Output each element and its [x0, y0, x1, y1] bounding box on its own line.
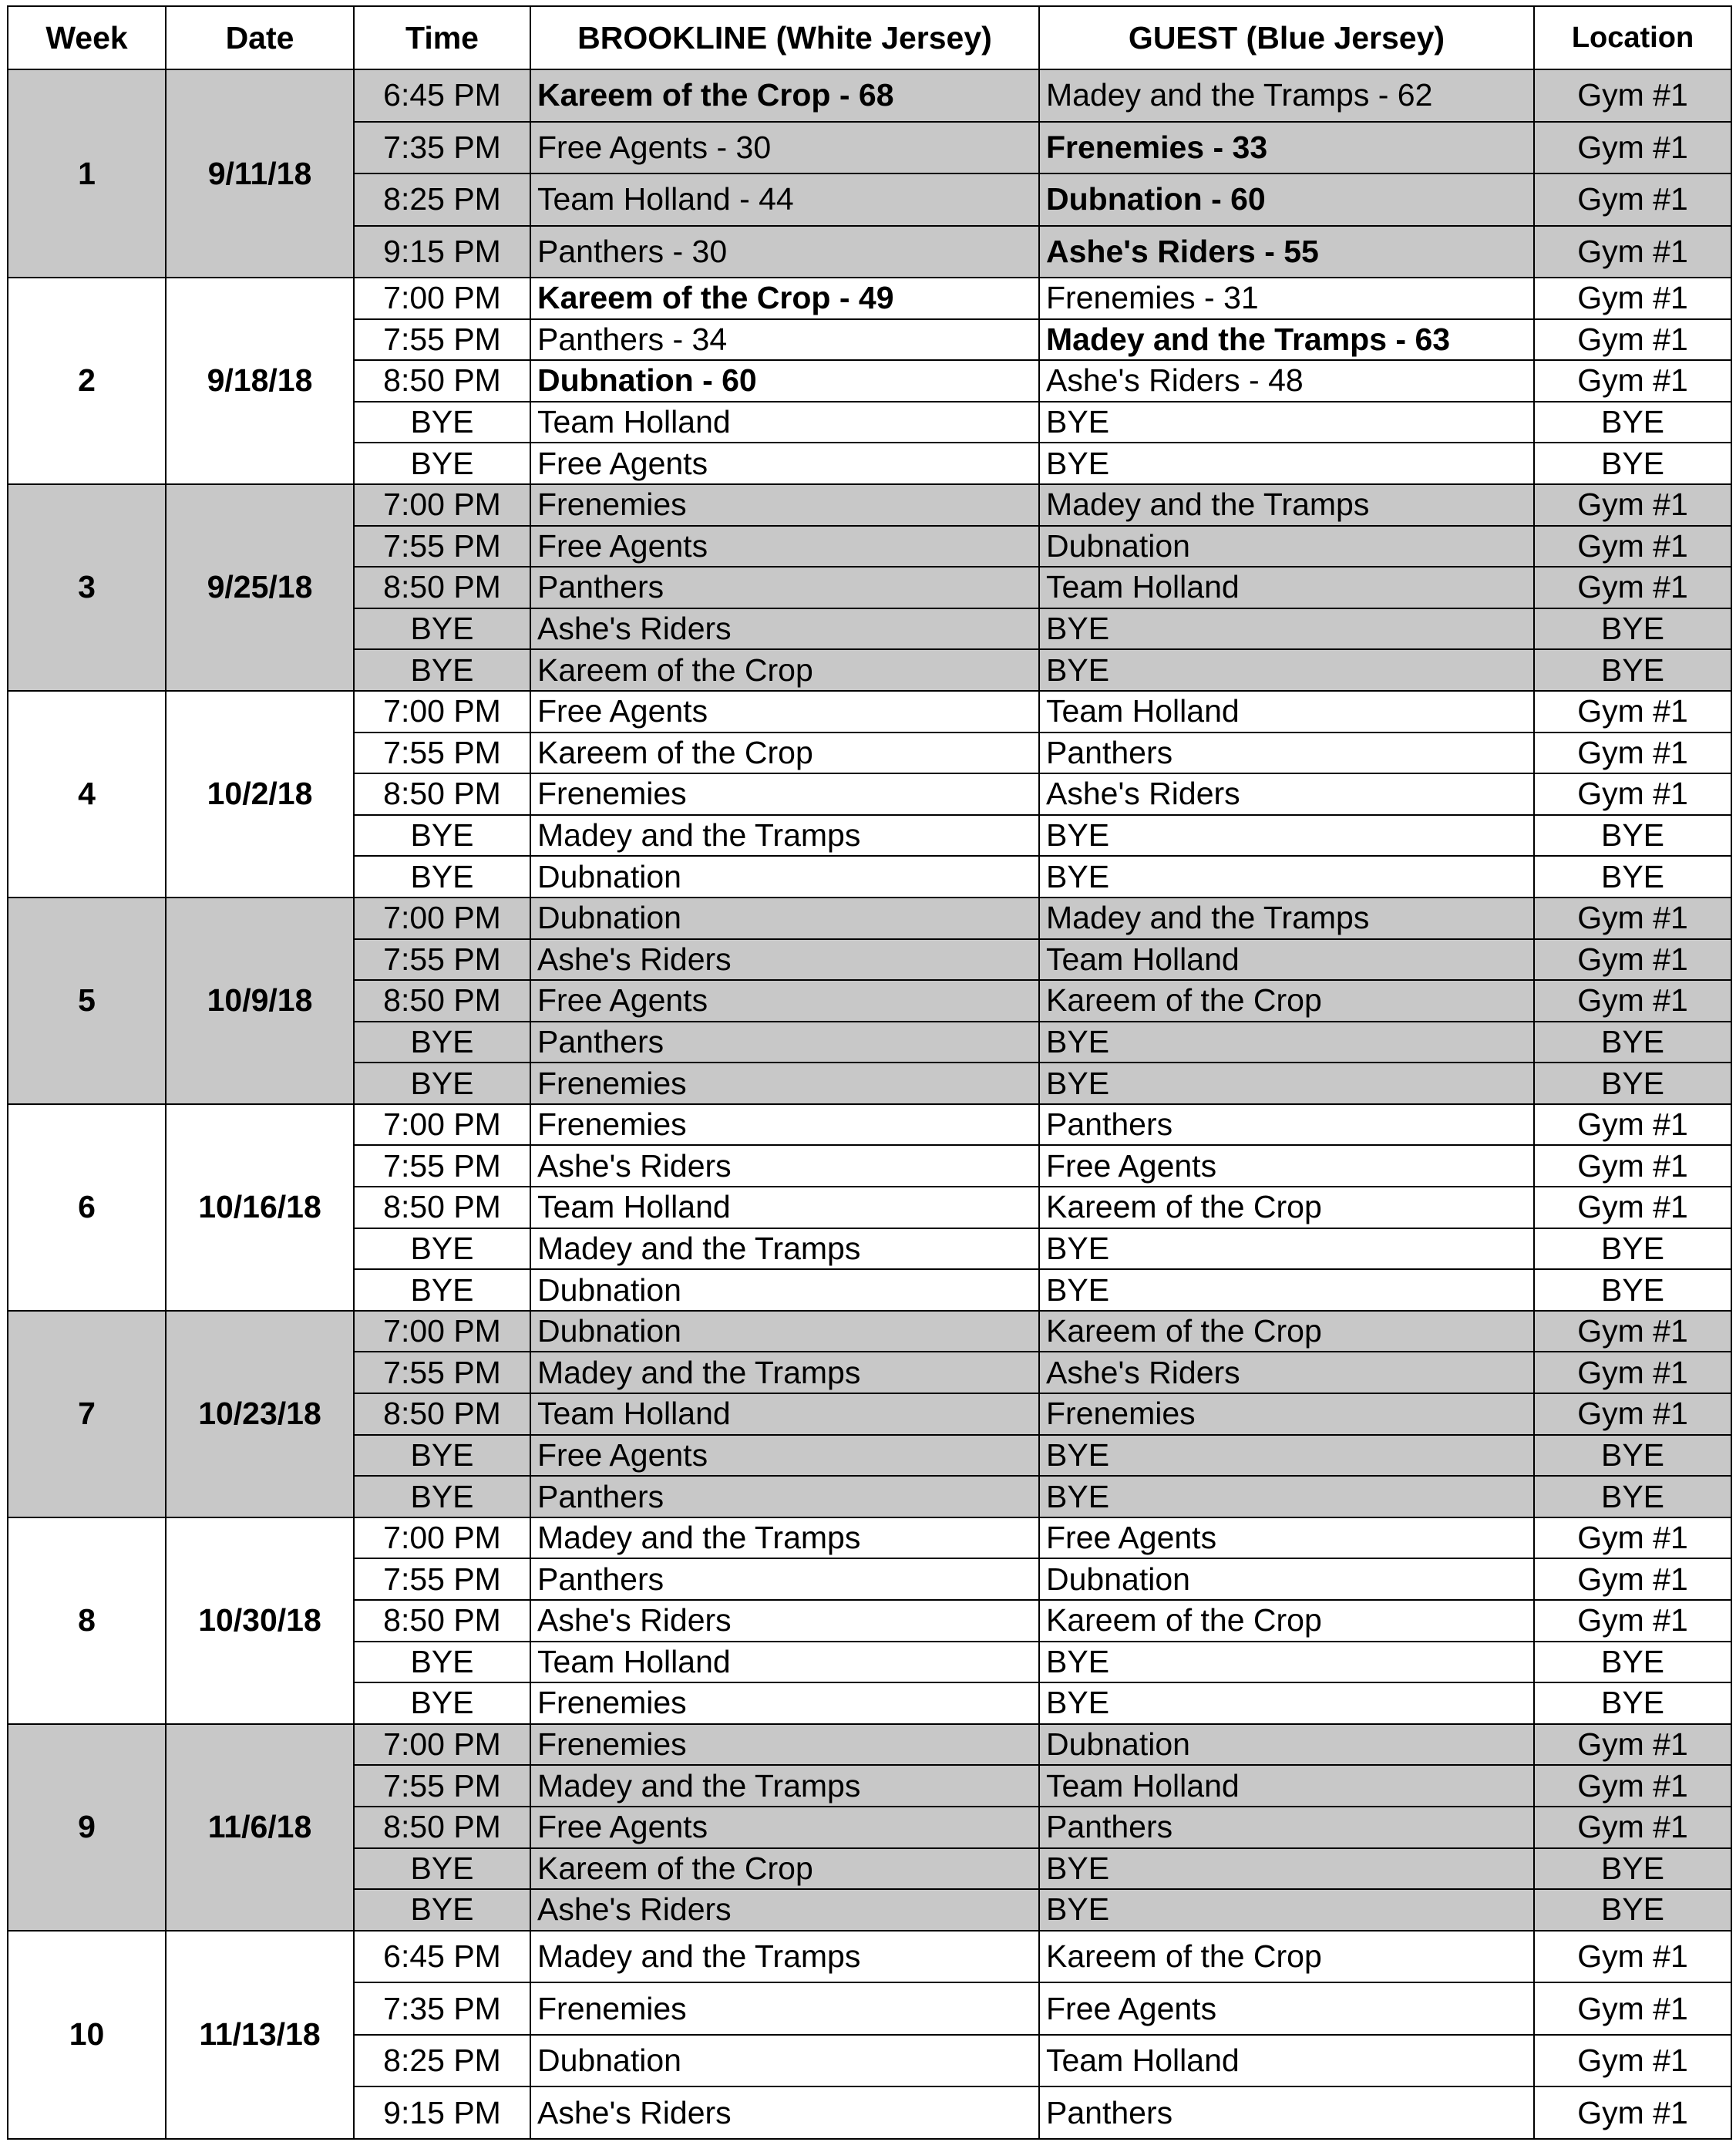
game-location: Gym #1 — [1534, 1807, 1731, 1848]
table-row — [8, 1931, 1731, 1983]
guest-team: Ashe's Riders - 48 — [1039, 360, 1534, 402]
header-home-team: BROOKLINE (White Jersey) — [530, 6, 1039, 69]
home-team: Free Agents — [530, 1807, 1039, 1848]
game-location: BYE — [1534, 402, 1731, 443]
table-row — [8, 1104, 1731, 1146]
game-location: Gym #1 — [1534, 773, 1731, 815]
table-row — [8, 1311, 1731, 1352]
guest-team: Dubnation - 60 — [1039, 173, 1534, 226]
week-number: 3 — [8, 484, 166, 691]
game-time: BYE — [354, 1682, 530, 1724]
guest-team: Ashe's Riders - 55 — [1039, 226, 1534, 278]
home-team: Madey and the Tramps — [530, 1931, 1039, 1983]
game-time: 8:50 PM — [354, 1187, 530, 1228]
guest-team: Dubnation — [1039, 1558, 1534, 1600]
game-location: Gym #1 — [1534, 898, 1731, 939]
header-week: Week — [8, 6, 166, 69]
game-time: 7:00 PM — [354, 1517, 530, 1559]
game-time: 9:15 PM — [354, 226, 530, 278]
game-time: BYE — [354, 1269, 530, 1311]
home-team: Free Agents — [530, 980, 1039, 1022]
guest-team: BYE — [1039, 608, 1534, 650]
game-time: 7:35 PM — [354, 1982, 530, 2035]
game-location: BYE — [1534, 1848, 1731, 1890]
game-location: Gym #1 — [1534, 526, 1731, 567]
home-team: Madey and the Tramps — [530, 1228, 1039, 1270]
guest-team: BYE — [1039, 649, 1534, 691]
game-time: BYE — [354, 815, 530, 857]
header-time: Time — [354, 6, 530, 69]
game-time: BYE — [354, 1435, 530, 1477]
home-team: Frenemies — [530, 484, 1039, 526]
home-team: Team Holland — [530, 402, 1039, 443]
game-time: BYE — [354, 649, 530, 691]
table-row — [8, 484, 1731, 526]
game-location: Gym #1 — [1534, 939, 1731, 981]
game-time: 8:50 PM — [354, 1600, 530, 1642]
game-time: 7:55 PM — [354, 1352, 530, 1393]
game-location: BYE — [1534, 1063, 1731, 1104]
header-date: Date — [166, 6, 354, 69]
guest-team: Ashe's Riders — [1039, 1352, 1534, 1393]
home-team: Kareem of the Crop — [530, 1848, 1039, 1890]
game-time: BYE — [354, 608, 530, 650]
game-time: 8:50 PM — [354, 980, 530, 1022]
home-team: Dubnation — [530, 898, 1039, 939]
guest-team: BYE — [1039, 815, 1534, 857]
game-location: Gym #1 — [1534, 122, 1731, 174]
game-time: BYE — [354, 443, 530, 484]
game-time: 6:45 PM — [354, 69, 530, 122]
game-location: BYE — [1534, 1269, 1731, 1311]
game-time: 7:55 PM — [354, 1765, 530, 1807]
week-date: 11/13/18 — [166, 1931, 354, 2139]
guest-team: BYE — [1039, 1228, 1534, 1270]
table-row — [8, 691, 1731, 733]
guest-team: Madey and the Tramps - 63 — [1039, 319, 1534, 361]
home-team: Frenemies — [530, 773, 1039, 815]
game-location: BYE — [1534, 1889, 1731, 1931]
guest-team: BYE — [1039, 1435, 1534, 1477]
guest-team: Team Holland — [1039, 567, 1534, 608]
game-time: 7:55 PM — [354, 1558, 530, 1600]
home-team: Dubnation — [530, 1311, 1039, 1352]
game-time: BYE — [354, 1889, 530, 1931]
home-team: Team Holland — [530, 1642, 1039, 1683]
game-location: BYE — [1534, 1022, 1731, 1063]
week-date: 11/6/18 — [166, 1724, 354, 1931]
game-location: Gym #1 — [1534, 278, 1731, 319]
header-location: Location — [1534, 6, 1731, 69]
guest-team: Frenemies — [1039, 1393, 1534, 1435]
guest-team: BYE — [1039, 1889, 1534, 1931]
week-number: 2 — [8, 278, 166, 484]
game-location: Gym #1 — [1534, 1558, 1731, 1600]
game-time: 7:55 PM — [354, 733, 530, 774]
table-row — [8, 69, 1731, 122]
game-time: 6:45 PM — [354, 1931, 530, 1983]
home-team: Ashe's Riders — [530, 2086, 1039, 2139]
week-number: 5 — [8, 898, 166, 1104]
guest-team: Team Holland — [1039, 939, 1534, 981]
guest-team: Panthers — [1039, 2086, 1534, 2139]
game-time: 7:00 PM — [354, 278, 530, 319]
game-location: BYE — [1534, 815, 1731, 857]
game-time: BYE — [354, 1848, 530, 1890]
game-time: BYE — [354, 1022, 530, 1063]
home-team: Madey and the Tramps — [530, 815, 1039, 857]
header-row — [8, 6, 1731, 69]
guest-team: Dubnation — [1039, 1724, 1534, 1766]
game-location: Gym #1 — [1534, 226, 1731, 278]
guest-team: BYE — [1039, 1269, 1534, 1311]
game-location: Gym #1 — [1534, 1724, 1731, 1766]
week-number: 6 — [8, 1104, 166, 1311]
game-time: BYE — [354, 1228, 530, 1270]
game-location: Gym #1 — [1534, 1931, 1731, 1983]
guest-team: Dubnation — [1039, 526, 1534, 567]
game-location: Gym #1 — [1534, 1517, 1731, 1559]
table-row — [8, 1724, 1731, 1766]
week-date: 10/16/18 — [166, 1104, 354, 1311]
game-location: Gym #1 — [1534, 173, 1731, 226]
game-location: BYE — [1534, 1228, 1731, 1270]
game-time: 7:55 PM — [354, 1145, 530, 1187]
game-time: 8:50 PM — [354, 1807, 530, 1848]
home-team: Panthers — [530, 1476, 1039, 1517]
home-team: Frenemies — [530, 1982, 1039, 2035]
home-team: Free Agents — [530, 526, 1039, 567]
game-time: BYE — [354, 856, 530, 898]
game-location: BYE — [1534, 1642, 1731, 1683]
guest-team: BYE — [1039, 856, 1534, 898]
game-location: Gym #1 — [1534, 1311, 1731, 1352]
schedule-table — [7, 5, 1732, 2140]
guest-team: Free Agents — [1039, 1982, 1534, 2035]
game-location: Gym #1 — [1534, 567, 1731, 608]
guest-team: Madey and the Tramps — [1039, 484, 1534, 526]
home-team: Dubnation - 60 — [530, 360, 1039, 402]
home-team: Kareem of the Crop - 49 — [530, 278, 1039, 319]
guest-team: BYE — [1039, 1022, 1534, 1063]
guest-team: Free Agents — [1039, 1145, 1534, 1187]
week-date: 10/2/18 — [166, 691, 354, 898]
home-team: Panthers — [530, 1022, 1039, 1063]
game-time: 7:00 PM — [354, 484, 530, 526]
game-location: BYE — [1534, 856, 1731, 898]
game-location: Gym #1 — [1534, 733, 1731, 774]
week-date: 10/30/18 — [166, 1517, 354, 1724]
home-team: Panthers — [530, 1558, 1039, 1600]
game-location: Gym #1 — [1534, 1765, 1731, 1807]
game-time: 9:15 PM — [354, 2086, 530, 2139]
game-time: 7:55 PM — [354, 319, 530, 361]
home-team: Frenemies — [530, 1063, 1039, 1104]
game-location: Gym #1 — [1534, 360, 1731, 402]
week-date: 9/25/18 — [166, 484, 354, 691]
home-team: Dubnation — [530, 856, 1039, 898]
week-date: 9/18/18 — [166, 278, 354, 484]
game-time: 7:00 PM — [354, 1724, 530, 1766]
guest-team: Frenemies - 33 — [1039, 122, 1534, 174]
home-team: Free Agents — [530, 1435, 1039, 1477]
game-location: Gym #1 — [1534, 484, 1731, 526]
home-team: Kareem of the Crop — [530, 733, 1039, 774]
home-team: Ashe's Riders — [530, 608, 1039, 650]
guest-team: Ashe's Riders — [1039, 773, 1534, 815]
header-guest-team: GUEST (Blue Jersey) — [1039, 6, 1534, 69]
home-team: Frenemies — [530, 1682, 1039, 1724]
game-location: Gym #1 — [1534, 1982, 1731, 2035]
guest-team: BYE — [1039, 1848, 1534, 1890]
home-team: Frenemies — [530, 1724, 1039, 1766]
guest-team: Free Agents — [1039, 1517, 1534, 1559]
table-row — [8, 278, 1731, 319]
game-location: Gym #1 — [1534, 691, 1731, 733]
week-date: 9/11/18 — [166, 69, 354, 278]
guest-team: BYE — [1039, 1476, 1534, 1517]
guest-team: Kareem of the Crop — [1039, 1187, 1534, 1228]
game-location: Gym #1 — [1534, 2035, 1731, 2087]
game-time: 7:55 PM — [354, 526, 530, 567]
game-time: 8:25 PM — [354, 173, 530, 226]
home-team: Frenemies — [530, 1104, 1039, 1146]
home-team: Team Holland — [530, 1187, 1039, 1228]
guest-team: Kareem of the Crop — [1039, 980, 1534, 1022]
guest-team: Panthers — [1039, 1104, 1534, 1146]
home-team: Dubnation — [530, 2035, 1039, 2087]
home-team: Madey and the Tramps — [530, 1352, 1039, 1393]
home-team: Team Holland - 44 — [530, 173, 1039, 226]
game-location: Gym #1 — [1534, 1104, 1731, 1146]
game-time: 8:50 PM — [354, 773, 530, 815]
home-team: Dubnation — [530, 1269, 1039, 1311]
game-location: BYE — [1534, 1682, 1731, 1724]
game-time: 7:35 PM — [354, 122, 530, 174]
guest-team: BYE — [1039, 443, 1534, 484]
game-location: Gym #1 — [1534, 1393, 1731, 1435]
game-time: BYE — [354, 402, 530, 443]
game-time: 8:50 PM — [354, 567, 530, 608]
guest-team: Panthers — [1039, 1807, 1534, 1848]
week-date: 10/23/18 — [166, 1311, 354, 1517]
table-row — [8, 898, 1731, 939]
home-team: Panthers - 30 — [530, 226, 1039, 278]
game-time: 8:50 PM — [354, 360, 530, 402]
home-team: Panthers - 34 — [530, 319, 1039, 361]
game-location: Gym #1 — [1534, 319, 1731, 361]
game-location: BYE — [1534, 649, 1731, 691]
week-number: 9 — [8, 1724, 166, 1931]
week-number: 1 — [8, 69, 166, 278]
guest-team: Team Holland — [1039, 691, 1534, 733]
game-time: 7:00 PM — [354, 1104, 530, 1146]
game-time: 7:00 PM — [354, 1311, 530, 1352]
home-team: Kareem of the Crop - 68 — [530, 69, 1039, 122]
game-location: BYE — [1534, 1435, 1731, 1477]
game-location: Gym #1 — [1534, 980, 1731, 1022]
guest-team: Panthers — [1039, 733, 1534, 774]
game-time: BYE — [354, 1063, 530, 1104]
guest-team: BYE — [1039, 1063, 1534, 1104]
guest-team: BYE — [1039, 1642, 1534, 1683]
guest-team: Madey and the Tramps - 62 — [1039, 69, 1534, 122]
guest-team: Kareem of the Crop — [1039, 1931, 1534, 1983]
game-time: 8:25 PM — [354, 2035, 530, 2087]
guest-team: Madey and the Tramps — [1039, 898, 1534, 939]
game-time: 8:50 PM — [354, 1393, 530, 1435]
home-team: Madey and the Tramps — [530, 1765, 1039, 1807]
home-team: Panthers — [530, 567, 1039, 608]
game-location: Gym #1 — [1534, 2086, 1731, 2139]
game-time: 7:00 PM — [354, 898, 530, 939]
game-location: Gym #1 — [1534, 1187, 1731, 1228]
guest-team: Team Holland — [1039, 1765, 1534, 1807]
game-location: Gym #1 — [1534, 1352, 1731, 1393]
guest-team: BYE — [1039, 1682, 1534, 1724]
game-location: BYE — [1534, 1476, 1731, 1517]
game-time: 7:55 PM — [354, 939, 530, 981]
home-team: Ashe's Riders — [530, 1145, 1039, 1187]
week-number: 8 — [8, 1517, 166, 1724]
home-team: Kareem of the Crop — [530, 649, 1039, 691]
game-location: BYE — [1534, 443, 1731, 484]
week-number: 7 — [8, 1311, 166, 1517]
guest-team: BYE — [1039, 402, 1534, 443]
guest-team: Team Holland — [1039, 2035, 1534, 2087]
guest-team: Kareem of the Crop — [1039, 1600, 1534, 1642]
home-team: Free Agents — [530, 691, 1039, 733]
game-time: BYE — [354, 1476, 530, 1517]
game-location: Gym #1 — [1534, 1600, 1731, 1642]
guest-team: Frenemies - 31 — [1039, 278, 1534, 319]
home-team: Madey and the Tramps — [530, 1517, 1039, 1559]
home-team: Free Agents — [530, 443, 1039, 484]
week-date: 10/9/18 — [166, 898, 354, 1104]
week-number: 4 — [8, 691, 166, 898]
table-row — [8, 1517, 1731, 1559]
game-location: Gym #1 — [1534, 69, 1731, 122]
week-number: 10 — [8, 1931, 166, 2139]
home-team: Ashe's Riders — [530, 939, 1039, 981]
guest-team: Kareem of the Crop — [1039, 1311, 1534, 1352]
home-team: Ashe's Riders — [530, 1600, 1039, 1642]
game-location: Gym #1 — [1534, 1145, 1731, 1187]
schedule-body — [8, 69, 1731, 2139]
home-team: Team Holland — [530, 1393, 1039, 1435]
game-time: BYE — [354, 1642, 530, 1683]
home-team: Ashe's Riders — [530, 1889, 1039, 1931]
home-team: Free Agents - 30 — [530, 122, 1039, 174]
game-location: BYE — [1534, 608, 1731, 650]
game-time: 7:00 PM — [354, 691, 530, 733]
